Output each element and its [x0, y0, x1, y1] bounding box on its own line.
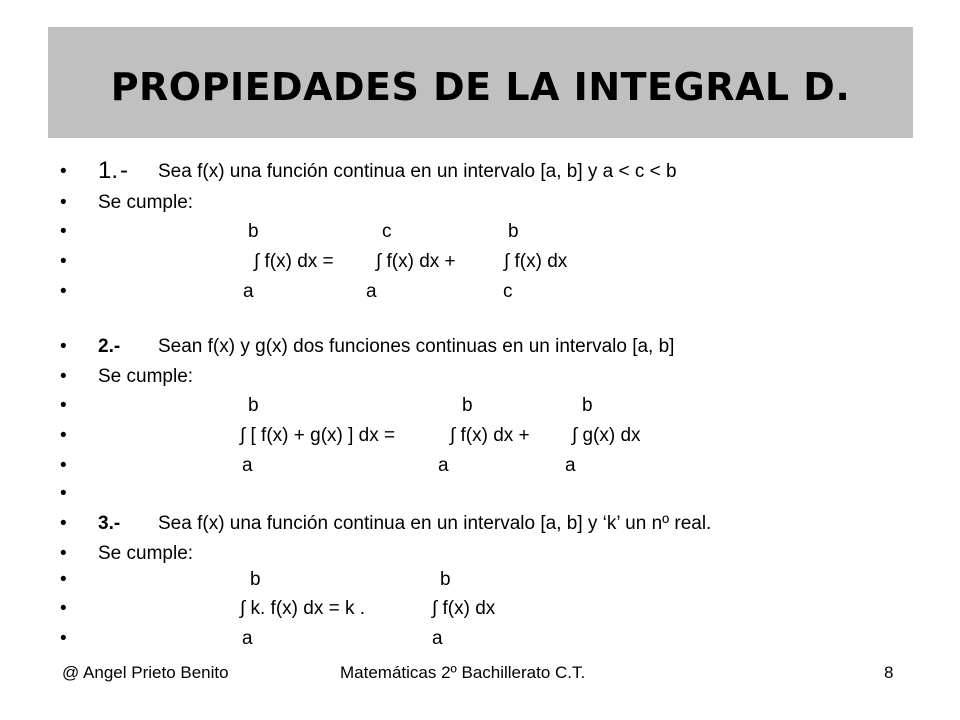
- bullet: •: [60, 543, 67, 564]
- p1-lower-limit-1: a: [243, 281, 254, 302]
- p2-upper-limit-3: b: [582, 395, 593, 416]
- bullet: •: [60, 251, 67, 272]
- bullet: •: [60, 455, 67, 476]
- p2-lower-limit-2: a: [438, 455, 449, 476]
- p3-formula-part-2: ∫ f(x) dx: [432, 598, 496, 619]
- bullet: •: [60, 336, 67, 357]
- p3-lower-limit-2: a: [432, 628, 443, 649]
- p2-formula-part-1: ∫ [ f(x) + g(x) ] dx =: [240, 425, 396, 446]
- p2-formula-part-2: ∫ f(x) dx +: [450, 425, 530, 446]
- bullet: •: [60, 425, 67, 446]
- bullet: •: [60, 483, 67, 504]
- bullet: •: [60, 281, 67, 302]
- p1-number: 1.: [98, 157, 119, 184]
- p3-lower-limit-1: a: [242, 628, 253, 649]
- p1-formula-part-3: ∫ f(x) dx: [504, 251, 568, 272]
- bullet: •: [60, 569, 67, 590]
- title-band: [48, 27, 913, 138]
- p1-dash: -: [120, 157, 128, 184]
- p1-upper-limit-3: b: [508, 221, 519, 242]
- bullet: •: [60, 513, 67, 534]
- bullet: •: [60, 161, 67, 182]
- p1-cumple: Se cumple:: [98, 192, 194, 213]
- p1-formula-part-2: ∫ f(x) dx +: [376, 251, 456, 272]
- bullet: •: [60, 221, 67, 242]
- p3-upper-limit-1: b: [250, 569, 261, 590]
- bullet: •: [60, 366, 67, 387]
- bullet: •: [60, 598, 67, 619]
- p1-statement: Sea f(x) una función continua en un intervalo [a, b] y a < c < b: [158, 161, 677, 182]
- p2-cumple: Se cumple:: [98, 366, 194, 387]
- p1-formula-part-1: ∫ f(x) dx =: [254, 251, 334, 272]
- p1-lower-limit-3: c: [503, 281, 513, 302]
- p3-number: 3.-: [98, 513, 121, 534]
- p3-cumple: Se cumple:: [98, 543, 194, 564]
- bullet: •: [60, 628, 67, 649]
- p3-upper-limit-2: b: [440, 569, 451, 590]
- bullet: •: [60, 192, 67, 213]
- p3-statement: Sea f(x) una función continua en un intervalo [a, b] y ‘k’ un nº real.: [158, 513, 712, 534]
- footer-author: @ Angel Prieto Benito: [62, 663, 229, 682]
- p3-formula-part-1: ∫ k. f(x) dx = k .: [240, 598, 366, 619]
- p1-upper-limit-2: c: [382, 221, 392, 242]
- p2-upper-limit-2: b: [462, 395, 473, 416]
- footer-course: Matemáticas 2º Bachillerato C.T.: [340, 663, 586, 682]
- p1-lower-limit-2: a: [366, 281, 377, 302]
- p2-number: 2.-: [98, 336, 121, 357]
- p2-upper-limit-1: b: [248, 395, 259, 416]
- bullet: •: [60, 395, 67, 416]
- p1-upper-limit-1: b: [248, 221, 259, 242]
- slide-title: PROPIEDADES DE LA INTEGRAL D.: [110, 65, 851, 109]
- p2-lower-limit-1: a: [242, 455, 253, 476]
- p2-statement: Sean f(x) y g(x) dos funciones continuas en un intervalo [a, b]: [158, 336, 675, 357]
- footer-page-number: 8: [884, 663, 894, 682]
- p2-lower-limit-3: a: [565, 455, 576, 476]
- p2-formula-part-3: ∫ g(x) dx: [572, 425, 641, 446]
